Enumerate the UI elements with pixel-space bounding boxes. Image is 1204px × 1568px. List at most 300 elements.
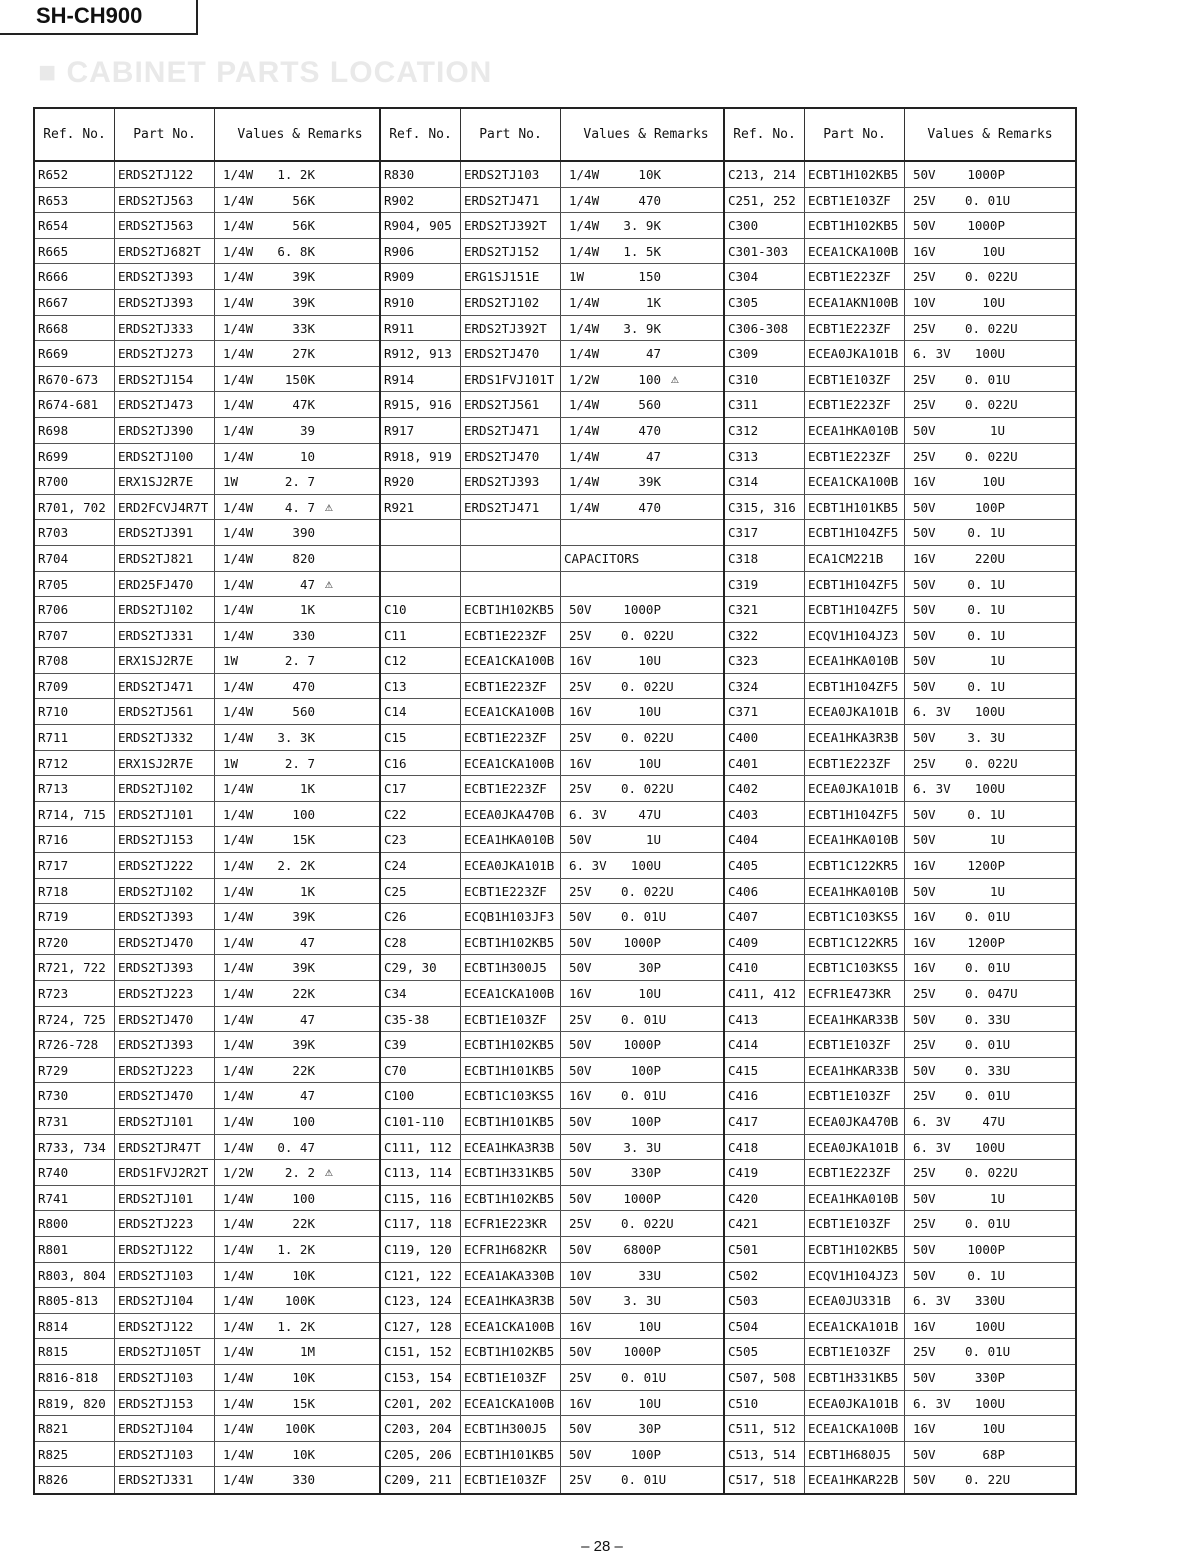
part-no-cell: ECBT1E103ZF bbox=[461, 1365, 561, 1390]
part-no-cell: ERDS2TJ561 bbox=[115, 699, 215, 724]
part-no-cell: ERDS2TJ471 bbox=[461, 418, 561, 443]
ref-no-cell: C513, 514 bbox=[725, 1442, 805, 1467]
safety-mark bbox=[315, 904, 325, 929]
ref-no-cell: C22 bbox=[381, 802, 461, 827]
table-row bbox=[725, 955, 1075, 981]
ref-no-cell: C319 bbox=[725, 572, 805, 597]
part-no-cell: ERDS2TJ471 bbox=[115, 674, 215, 699]
rating-value: 50V bbox=[569, 1113, 592, 1129]
values-cell bbox=[561, 1416, 731, 1441]
ref-no-cell: R819, 820 bbox=[35, 1391, 115, 1416]
values-cell bbox=[905, 981, 1075, 1006]
component-value: 100P bbox=[974, 499, 1005, 515]
rating-value: 16V bbox=[913, 858, 936, 874]
header-ref-no: Ref. No. bbox=[35, 109, 115, 160]
part-no-cell: ECEA1HKA010B bbox=[805, 1186, 905, 1211]
ref-no-cell: R707 bbox=[35, 623, 115, 648]
safety-mark bbox=[1005, 316, 1015, 341]
safety-mark bbox=[315, 316, 325, 341]
rating-value: 25V bbox=[913, 1344, 936, 1360]
part-no-cell: ERDS2TJ222 bbox=[115, 853, 215, 878]
component-value: 0. 01U bbox=[621, 909, 667, 925]
component-value: 22K bbox=[292, 986, 315, 1001]
ref-no-cell: R825 bbox=[35, 1442, 115, 1467]
table-row bbox=[381, 341, 731, 367]
table-row bbox=[35, 930, 385, 956]
part-no-cell: ERDS2TJ470 bbox=[115, 930, 215, 955]
values-cell bbox=[215, 1032, 385, 1057]
component-value: 47 bbox=[299, 1011, 315, 1027]
values-cell bbox=[905, 648, 1075, 673]
table-row bbox=[725, 444, 1075, 470]
values-cell bbox=[905, 1135, 1075, 1160]
component-value: 1U bbox=[989, 883, 1005, 899]
values-cell bbox=[561, 648, 731, 673]
ref-no-cell: R921 bbox=[381, 495, 461, 520]
part-no-cell: ERDS2TJ103 bbox=[115, 1263, 215, 1288]
component-value: 39 bbox=[299, 422, 315, 438]
table-row bbox=[725, 648, 1075, 674]
rating-value: 16V bbox=[913, 960, 936, 976]
part-no-cell: ECBT1H102KB5 bbox=[805, 162, 905, 187]
table-header bbox=[35, 109, 385, 162]
table-row bbox=[35, 239, 385, 265]
rating-value: 1/4W bbox=[223, 1062, 254, 1078]
part-no-cell: ECBT1H102KB5 bbox=[461, 1186, 561, 1211]
rating-value: 1/4W bbox=[223, 1472, 254, 1488]
ref-no-cell: C300 bbox=[725, 213, 805, 238]
table-row bbox=[35, 1211, 385, 1237]
component-value: 100 bbox=[292, 1113, 315, 1129]
table-row bbox=[381, 1007, 731, 1033]
ref-no-cell: C209, 211 bbox=[381, 1467, 461, 1493]
rating-value: 50V bbox=[913, 832, 936, 848]
safety-mark bbox=[315, 725, 325, 750]
safety-mark bbox=[661, 699, 671, 724]
table-row bbox=[381, 674, 731, 700]
ref-no-cell: R674-681 bbox=[35, 392, 115, 417]
part-no-cell: ECEA0JU331B bbox=[805, 1288, 905, 1313]
table-row bbox=[725, 495, 1075, 521]
safety-mark bbox=[315, 469, 325, 494]
ref-no-cell: C11 bbox=[381, 623, 461, 648]
ref-no-cell: C324 bbox=[725, 674, 805, 699]
safety-mark bbox=[315, 367, 325, 392]
values-cell bbox=[215, 1288, 385, 1313]
values-cell bbox=[215, 1109, 385, 1134]
component-value: 47 bbox=[645, 448, 661, 464]
table-row bbox=[381, 623, 731, 649]
component-value: 39K bbox=[292, 960, 315, 976]
rating-value: 1/4W bbox=[223, 550, 254, 566]
table-row bbox=[725, 1314, 1075, 1340]
ref-no-cell: C39 bbox=[381, 1032, 461, 1057]
component-value: 10K bbox=[292, 1446, 315, 1462]
section-label-cell bbox=[561, 520, 731, 545]
table-row bbox=[725, 776, 1075, 802]
part-no-cell: ERDS2TJ682T bbox=[115, 239, 215, 264]
ref-no-cell: C153, 154 bbox=[381, 1365, 461, 1390]
safety-mark bbox=[661, 1211, 671, 1236]
table-row bbox=[725, 725, 1075, 751]
ref-no-cell: C305 bbox=[725, 290, 805, 315]
component-value: 0. 1U bbox=[967, 806, 1005, 822]
safety-mark bbox=[661, 1263, 671, 1288]
rating-value: 50V bbox=[569, 909, 592, 925]
header-values-remarks: Values & Remarks bbox=[927, 127, 1053, 142]
values-cell bbox=[905, 597, 1075, 622]
safety-mark bbox=[1005, 546, 1015, 571]
table-row bbox=[725, 1135, 1075, 1161]
ref-no-cell: R699 bbox=[35, 444, 115, 469]
values-cell bbox=[905, 802, 1075, 827]
table-row bbox=[725, 367, 1075, 393]
part-no-cell: ERDS2TJ153 bbox=[115, 827, 215, 852]
rating-value: 1/4W bbox=[223, 1395, 254, 1411]
part-no-cell: ERDS2TJ332 bbox=[115, 725, 215, 750]
rating-value: 25V bbox=[913, 1037, 936, 1053]
part-no-cell: ECEA1HKA010B bbox=[805, 827, 905, 852]
safety-mark bbox=[1005, 264, 1015, 289]
safety-mark bbox=[1005, 648, 1015, 673]
table-row bbox=[725, 623, 1075, 649]
component-value: 47 bbox=[645, 346, 661, 362]
part-no-cell: ECEA1HKA010B bbox=[805, 418, 905, 443]
component-value: 15K bbox=[292, 1395, 315, 1411]
table-row bbox=[725, 1160, 1075, 1186]
component-value: 68P bbox=[982, 1446, 1005, 1462]
part-no-cell: ERDS2TJ393 bbox=[115, 955, 215, 980]
table-row bbox=[381, 290, 731, 316]
table-row bbox=[381, 392, 731, 418]
values-cell bbox=[905, 1007, 1075, 1032]
table-row bbox=[35, 981, 385, 1007]
ref-no-cell: C511, 512 bbox=[725, 1416, 805, 1441]
values-cell bbox=[561, 725, 731, 750]
values-cell bbox=[561, 162, 731, 187]
ref-no-cell: R705 bbox=[35, 572, 115, 597]
rating-value: 25V bbox=[569, 678, 592, 694]
ref-no-cell: R733, 734 bbox=[35, 1135, 115, 1160]
ref-no-cell: C251, 252 bbox=[725, 188, 805, 213]
table-row bbox=[381, 1032, 731, 1058]
table-row bbox=[35, 776, 385, 802]
rating-value: 50V bbox=[913, 1267, 936, 1283]
rating-value: 16V bbox=[569, 986, 592, 1001]
ref-no-cell: R670-673 bbox=[35, 367, 115, 392]
part-no-cell: ECEA0JKA101B bbox=[461, 853, 561, 878]
rating-value: 6. 3V bbox=[913, 781, 951, 797]
rating-value: 1/4W bbox=[223, 678, 254, 694]
rating-value: 1/4W bbox=[223, 167, 254, 182]
table-row bbox=[725, 674, 1075, 700]
table-row bbox=[381, 955, 731, 981]
part-no-cell: ECBT1E103ZF bbox=[805, 188, 905, 213]
part-no-cell: ECBT1E223ZF bbox=[805, 751, 905, 776]
values-cell bbox=[905, 1339, 1075, 1364]
rating-value: 25V bbox=[913, 320, 936, 336]
component-value: 15K bbox=[292, 832, 315, 848]
ref-no-cell: C10 bbox=[381, 597, 461, 622]
table-row bbox=[381, 469, 731, 495]
component-value: 0. 047U bbox=[965, 986, 1018, 1001]
part-no-cell: ECBT1H104ZF5 bbox=[805, 802, 905, 827]
part-no-cell: ECEA0JKA101B bbox=[805, 1391, 905, 1416]
part-no-cell: ERDS2TJ102 bbox=[115, 776, 215, 801]
values-cell bbox=[215, 213, 385, 238]
values-cell bbox=[905, 520, 1075, 545]
part-no-cell: ERDS2TJ104 bbox=[115, 1416, 215, 1441]
rating-value: 1/4W bbox=[223, 960, 254, 976]
values-cell bbox=[561, 1391, 731, 1416]
ref-no-cell: R906 bbox=[381, 239, 461, 264]
component-value: 10U bbox=[982, 243, 1005, 259]
rating-value: 1/4W bbox=[223, 1113, 254, 1129]
ref-no-cell: R708 bbox=[35, 648, 115, 673]
rating-value: 1/4W bbox=[223, 192, 254, 208]
ref-no-cell: R700 bbox=[35, 469, 115, 494]
safety-mark bbox=[1005, 1467, 1015, 1493]
part-no-cell: ECEA1CKA100B bbox=[805, 469, 905, 494]
part-no-cell: ECEA1HKAR33B bbox=[805, 1058, 905, 1083]
values-cell bbox=[561, 623, 731, 648]
values-cell bbox=[905, 1314, 1075, 1339]
model-name: SH-CH900 bbox=[36, 3, 143, 28]
part-no-cell: ECEA1HKA010B bbox=[461, 827, 561, 852]
values-cell bbox=[905, 853, 1075, 878]
component-value: 10U bbox=[982, 294, 1005, 310]
part-no-cell: ERX1SJ2R7E bbox=[115, 648, 215, 673]
part-no-cell: ECEA1HKA010B bbox=[805, 879, 905, 904]
component-value: 100U bbox=[974, 1395, 1005, 1411]
values-cell bbox=[561, 469, 731, 494]
ref-no-cell: C406 bbox=[725, 879, 805, 904]
table-row bbox=[725, 341, 1075, 367]
rating-value: 25V bbox=[569, 781, 592, 797]
rating-value: 50V bbox=[913, 576, 936, 592]
component-value: 100P bbox=[630, 1062, 661, 1078]
ref-no-cell: R911 bbox=[381, 316, 461, 341]
component-value: 0. 01U bbox=[965, 909, 1011, 925]
values-cell bbox=[215, 239, 385, 264]
table-row bbox=[725, 1058, 1075, 1084]
safety-mark bbox=[661, 392, 671, 417]
part-no-cell: ECEA1CKA101B bbox=[805, 1314, 905, 1339]
component-value: 2. 2K bbox=[277, 858, 315, 874]
table-row bbox=[725, 802, 1075, 828]
values-cell bbox=[561, 879, 731, 904]
part-no-cell: ECQB1H103JF3 bbox=[461, 904, 561, 929]
rating-value: 1/4W bbox=[223, 525, 254, 541]
values-cell bbox=[215, 520, 385, 545]
component-value: 100 bbox=[292, 1190, 315, 1206]
ref-no-cell bbox=[381, 546, 461, 571]
values-cell bbox=[215, 776, 385, 801]
ref-no-cell: C405 bbox=[725, 853, 805, 878]
values-cell bbox=[561, 1211, 731, 1236]
table-row bbox=[381, 316, 731, 342]
table-row bbox=[35, 1032, 385, 1058]
values-cell bbox=[215, 879, 385, 904]
table-row bbox=[725, 520, 1075, 546]
table-row bbox=[35, 290, 385, 316]
page-number: – 28 – bbox=[581, 1538, 623, 1555]
rating-value: 50V bbox=[913, 499, 936, 515]
ref-no-cell: R709 bbox=[35, 674, 115, 699]
part-no-cell: ECBT1H104ZF5 bbox=[805, 674, 905, 699]
part-no-cell: ERDS2TJ563 bbox=[115, 188, 215, 213]
values-cell bbox=[215, 1058, 385, 1083]
safety-mark bbox=[315, 418, 325, 443]
ref-no-cell: R710 bbox=[35, 699, 115, 724]
safety-mark bbox=[661, 776, 671, 801]
values-cell bbox=[905, 1288, 1075, 1313]
safety-mark bbox=[315, 1339, 325, 1364]
table-row bbox=[381, 520, 731, 546]
table-row bbox=[725, 699, 1075, 725]
ref-no-cell: C315, 316 bbox=[725, 495, 805, 520]
component-value: 6. 8K bbox=[277, 243, 315, 259]
ref-no-cell: C401 bbox=[725, 751, 805, 776]
ref-no-cell: R815 bbox=[35, 1339, 115, 1364]
part-no-cell: ERDS2TJ103 bbox=[115, 1365, 215, 1390]
table-row bbox=[35, 1365, 385, 1391]
ref-no-cell: R730 bbox=[35, 1083, 115, 1108]
ref-no-cell: R805-813 bbox=[35, 1288, 115, 1313]
component-value: 330 bbox=[292, 627, 315, 643]
values-cell bbox=[905, 188, 1075, 213]
table-row bbox=[381, 1186, 731, 1212]
safety-mark bbox=[315, 1186, 325, 1211]
ref-no-cell: R668 bbox=[35, 316, 115, 341]
ref-no-cell: R712 bbox=[35, 751, 115, 776]
rating-value: 50V bbox=[569, 602, 592, 618]
table-row bbox=[35, 418, 385, 444]
safety-mark bbox=[1005, 1109, 1015, 1134]
ref-no-cell: C502 bbox=[725, 1263, 805, 1288]
safety-mark bbox=[315, 1211, 325, 1236]
rating-value: 10V bbox=[913, 294, 936, 310]
safety-mark bbox=[315, 444, 325, 469]
section-label-cell bbox=[561, 572, 731, 597]
rating-value: 1/4W bbox=[223, 1241, 254, 1257]
table-header bbox=[725, 109, 1075, 162]
values-cell bbox=[215, 264, 385, 289]
part-no-cell: ERDS2TJ152 bbox=[461, 239, 561, 264]
part-no-cell: ECEA1CKA100B bbox=[461, 981, 561, 1006]
part-no-cell: ECBT1E223ZF bbox=[461, 623, 561, 648]
values-cell bbox=[215, 546, 385, 571]
rating-value: 50V bbox=[913, 678, 936, 694]
values-cell bbox=[905, 392, 1075, 417]
values-cell bbox=[561, 1237, 731, 1262]
ref-no-cell: C113, 114 bbox=[381, 1160, 461, 1185]
part-no-cell: ERDS2TJ563 bbox=[115, 213, 215, 238]
component-value: 0. 01U bbox=[621, 1369, 667, 1385]
safety-mark bbox=[315, 597, 325, 622]
table-row bbox=[35, 879, 385, 905]
part-no-cell: ERDS2TJ331 bbox=[115, 623, 215, 648]
ref-no-cell: C23 bbox=[381, 827, 461, 852]
values-cell bbox=[561, 367, 731, 392]
ref-no-cell: R669 bbox=[35, 341, 115, 366]
values-cell bbox=[905, 725, 1075, 750]
part-no-cell: ECBT1E103ZF bbox=[805, 1339, 905, 1364]
table-header bbox=[381, 109, 731, 162]
values-cell bbox=[561, 1365, 731, 1390]
safety-mark bbox=[315, 853, 325, 878]
values-cell bbox=[215, 597, 385, 622]
part-no-cell: ECEA1HKA010B bbox=[805, 648, 905, 673]
table-row bbox=[35, 1391, 385, 1417]
safety-mark bbox=[661, 981, 671, 1006]
safety-mark bbox=[315, 239, 325, 264]
rating-value: 6. 3V bbox=[913, 704, 951, 720]
component-value: 47U bbox=[638, 806, 661, 822]
component-value: 150 bbox=[638, 269, 661, 285]
values-cell bbox=[905, 751, 1075, 776]
values-cell bbox=[561, 1109, 731, 1134]
component-value: 6800P bbox=[623, 1241, 661, 1257]
safety-mark bbox=[1005, 341, 1015, 366]
values-cell bbox=[905, 1032, 1075, 1057]
part-no-cell: ECBT1H331KB5 bbox=[461, 1160, 561, 1185]
ref-no-cell: C304 bbox=[725, 264, 805, 289]
component-value: 0. 022U bbox=[965, 269, 1018, 285]
component-value: 100U bbox=[974, 704, 1005, 720]
ref-no-cell: C213, 214 bbox=[725, 162, 805, 187]
rating-value: 25V bbox=[569, 627, 592, 643]
component-value: 39K bbox=[638, 474, 661, 490]
rating-value: 16V bbox=[569, 755, 592, 771]
ref-no-cell: R720 bbox=[35, 930, 115, 955]
rating-value: 6. 3V bbox=[913, 1113, 951, 1129]
ref-no-cell: C409 bbox=[725, 930, 805, 955]
safety-mark: ⚠ bbox=[325, 499, 333, 515]
ref-no-cell: R726-728 bbox=[35, 1032, 115, 1057]
rating-value: 16V bbox=[913, 243, 936, 259]
table-row bbox=[35, 1442, 385, 1468]
ref-no-cell: R740 bbox=[35, 1160, 115, 1185]
component-value: 2. 7 bbox=[284, 653, 315, 669]
ref-no-cell: C317 bbox=[725, 520, 805, 545]
table-row bbox=[35, 597, 385, 623]
values-cell bbox=[905, 1186, 1075, 1211]
ref-no-cell: C417 bbox=[725, 1109, 805, 1134]
safety-mark bbox=[661, 955, 671, 980]
table-row bbox=[35, 699, 385, 725]
rating-value: 25V bbox=[569, 1369, 592, 1385]
component-value: 330U bbox=[974, 1293, 1005, 1309]
values-cell bbox=[905, 879, 1075, 904]
table-row bbox=[35, 367, 385, 393]
part-no-cell: ECBT1H101KB5 bbox=[461, 1442, 561, 1467]
table-row bbox=[35, 341, 385, 367]
rating-value: 1/4W bbox=[223, 1344, 254, 1360]
rating-value: 50V bbox=[913, 167, 936, 182]
safety-mark bbox=[315, 1109, 325, 1134]
part-no-cell: ECEA1AKA330B bbox=[461, 1263, 561, 1288]
safety-mark bbox=[661, 904, 671, 929]
table-row bbox=[35, 1339, 385, 1365]
table-row bbox=[35, 904, 385, 930]
values-cell bbox=[905, 1211, 1075, 1236]
component-value: 0. 01U bbox=[621, 1011, 667, 1027]
model-label bbox=[0, 0, 198, 35]
table-row bbox=[35, 264, 385, 290]
component-value: 0. 1U bbox=[967, 576, 1005, 592]
ref-no-cell: R701, 702 bbox=[35, 495, 115, 520]
